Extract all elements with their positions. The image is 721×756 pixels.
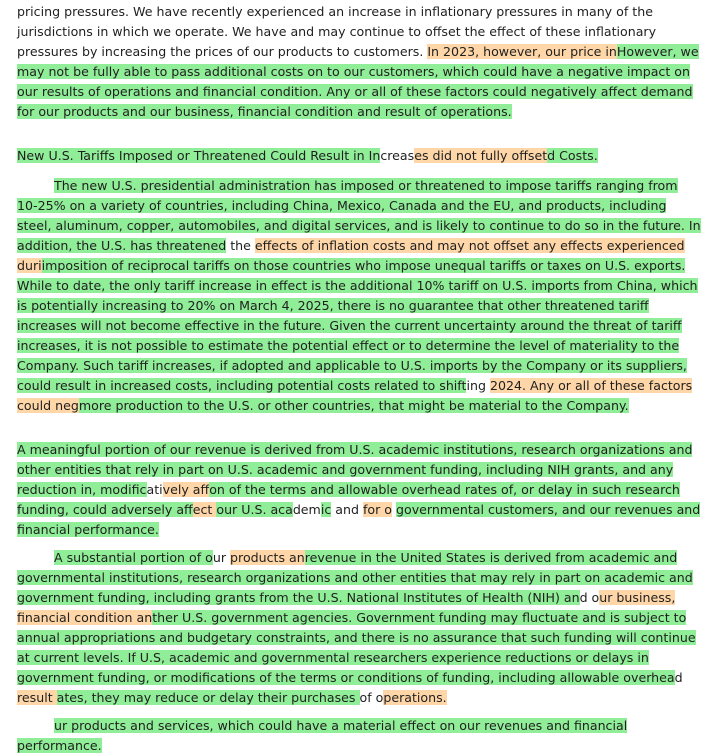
inserted-text: However, we may not be fully able to pass additional costs on to our customers, which could have a negative impact on our results of operations and financial condition. Any or all of these factors could negatively affect demand for our products and our business, financial condition and result of operations. xyxy=(17,44,699,119)
plain-text: ati xyxy=(146,482,163,497)
plain-text: of o xyxy=(359,690,384,705)
deleted-text: products an xyxy=(230,550,305,565)
inserted-text: revenue in the United States is derived from academic and governmental institutions, research organizations and other entities that may rely in part on academic and government funding, including grants from the U.S. National Institutes of Health (NIH) an xyxy=(17,550,693,605)
plain-text: pricing pressures. We have recently experienced an increase in inflationary pressures in many of the jurisdictions in which we operate. We have and may continue to offset the effect of these inflationary pressures by increasing the prices of our products to customers. xyxy=(17,4,657,59)
inserted-text: The new U.S. presidential administration has imposed or threatened to impose tariffs ranging from 10-25% on a variety of countries, including China, Mexico, Canada and the EU, and products, including steel, aluminum, copper, automobiles, and digital services, and is likely to continue to do so in the future. In addition, the U.S. has threatened xyxy=(17,178,701,253)
plain-text: ur xyxy=(212,550,231,565)
inserted-text: New U.S. Tariffs Imposed or Threatened Could Result in In xyxy=(17,148,381,163)
plain-text: ing xyxy=(466,378,490,393)
deleted-text: vely aff xyxy=(162,482,210,497)
inserted-text: d Costs. xyxy=(547,148,598,163)
deleted-text: 2024. Any or all of these factors could neg xyxy=(17,378,693,413)
plain-text: dem xyxy=(292,502,321,517)
inserted-text: more production to the U.S. or other countries, that might be material to the Company. xyxy=(78,398,629,413)
inserted-text: our U.S. aca xyxy=(216,502,293,517)
paragraph-revenue-academic[interactable] xyxy=(17,440,701,540)
paragraph-closing[interactable] xyxy=(17,716,701,756)
plain-text: d xyxy=(674,670,683,685)
deleted-text: ur business, financial condition an xyxy=(17,590,676,625)
deleted-text: es did not fully offset xyxy=(414,148,548,163)
inserted-text: ther U.S. government agencies. Government funding may fluctuate and is subject to annual appropriations and budgetary constraints, and there is no assurance that such funding will continue at current levels. If U.S, academic and governmental researchers experience reductions or delays in government funding, or modifications of the terms or conditions of funding, including allowable overhea xyxy=(17,610,696,685)
plain-text: and xyxy=(331,502,363,517)
plain-text: d o xyxy=(579,590,600,605)
inserted-text: A substantial portion of o xyxy=(54,550,213,565)
inserted-text: imposition of reciprocal tariffs on those countries who impose unequal tariffs or taxes on U.S. exports. While to date, the only tariff increase in effect is the additional 10% tariff on U.S. imports from China, which is potentially increasing to 20% on March 4, 2025, there is no guarantee that other threatened tariff increases will not become effective in the future. Given the current uncertainty around the threat of tariff increases, it is not possible to estimate the potential effect or to determine the level of materiality to the Company. Such tariff increases, if adopted and applicable to U.S. imports by the Company or its suppliers, could result in increased costs, including potential costs related to shift xyxy=(17,258,698,393)
deleted-text: result xyxy=(17,690,57,705)
inserted-text: ic xyxy=(320,502,332,517)
inserted-text: on of the terms and allowable overhead rates of, or delay in such research funding, could adversely af xyxy=(17,482,680,517)
deleted-text: fect xyxy=(192,502,217,517)
plain-text: the xyxy=(226,238,255,253)
heading-tariffs[interactable] xyxy=(17,146,701,166)
inserted-text: governmental customers, and our revenues and financial performance. xyxy=(17,502,701,537)
inserted-text: ates, they may reduce or delay their purchases xyxy=(56,690,360,705)
deleted-text: for o xyxy=(362,502,392,517)
inserted-text: ur products and services, which could have a material effect on our revenues and financial performance. xyxy=(17,718,628,753)
inserted-text: A meaningful portion of our revenue is derived from U.S. academic institutions, research organizations and other entities that rely in part on U.S. academic and government funding, including NIH grants, and any reduction in, modific xyxy=(17,442,693,497)
deleted-text: perations. xyxy=(383,690,447,705)
plain-text: creas xyxy=(380,148,415,163)
paragraph-inflation[interactable] xyxy=(17,2,701,122)
paragraph-revenue-substantial[interactable] xyxy=(17,548,701,708)
deleted-text: effects of inflation costs and may not offset any effects experienced duri xyxy=(17,238,685,273)
paragraph-tariffs[interactable] xyxy=(17,176,701,416)
deleted-text: In 2023, however, our price in xyxy=(427,44,617,59)
